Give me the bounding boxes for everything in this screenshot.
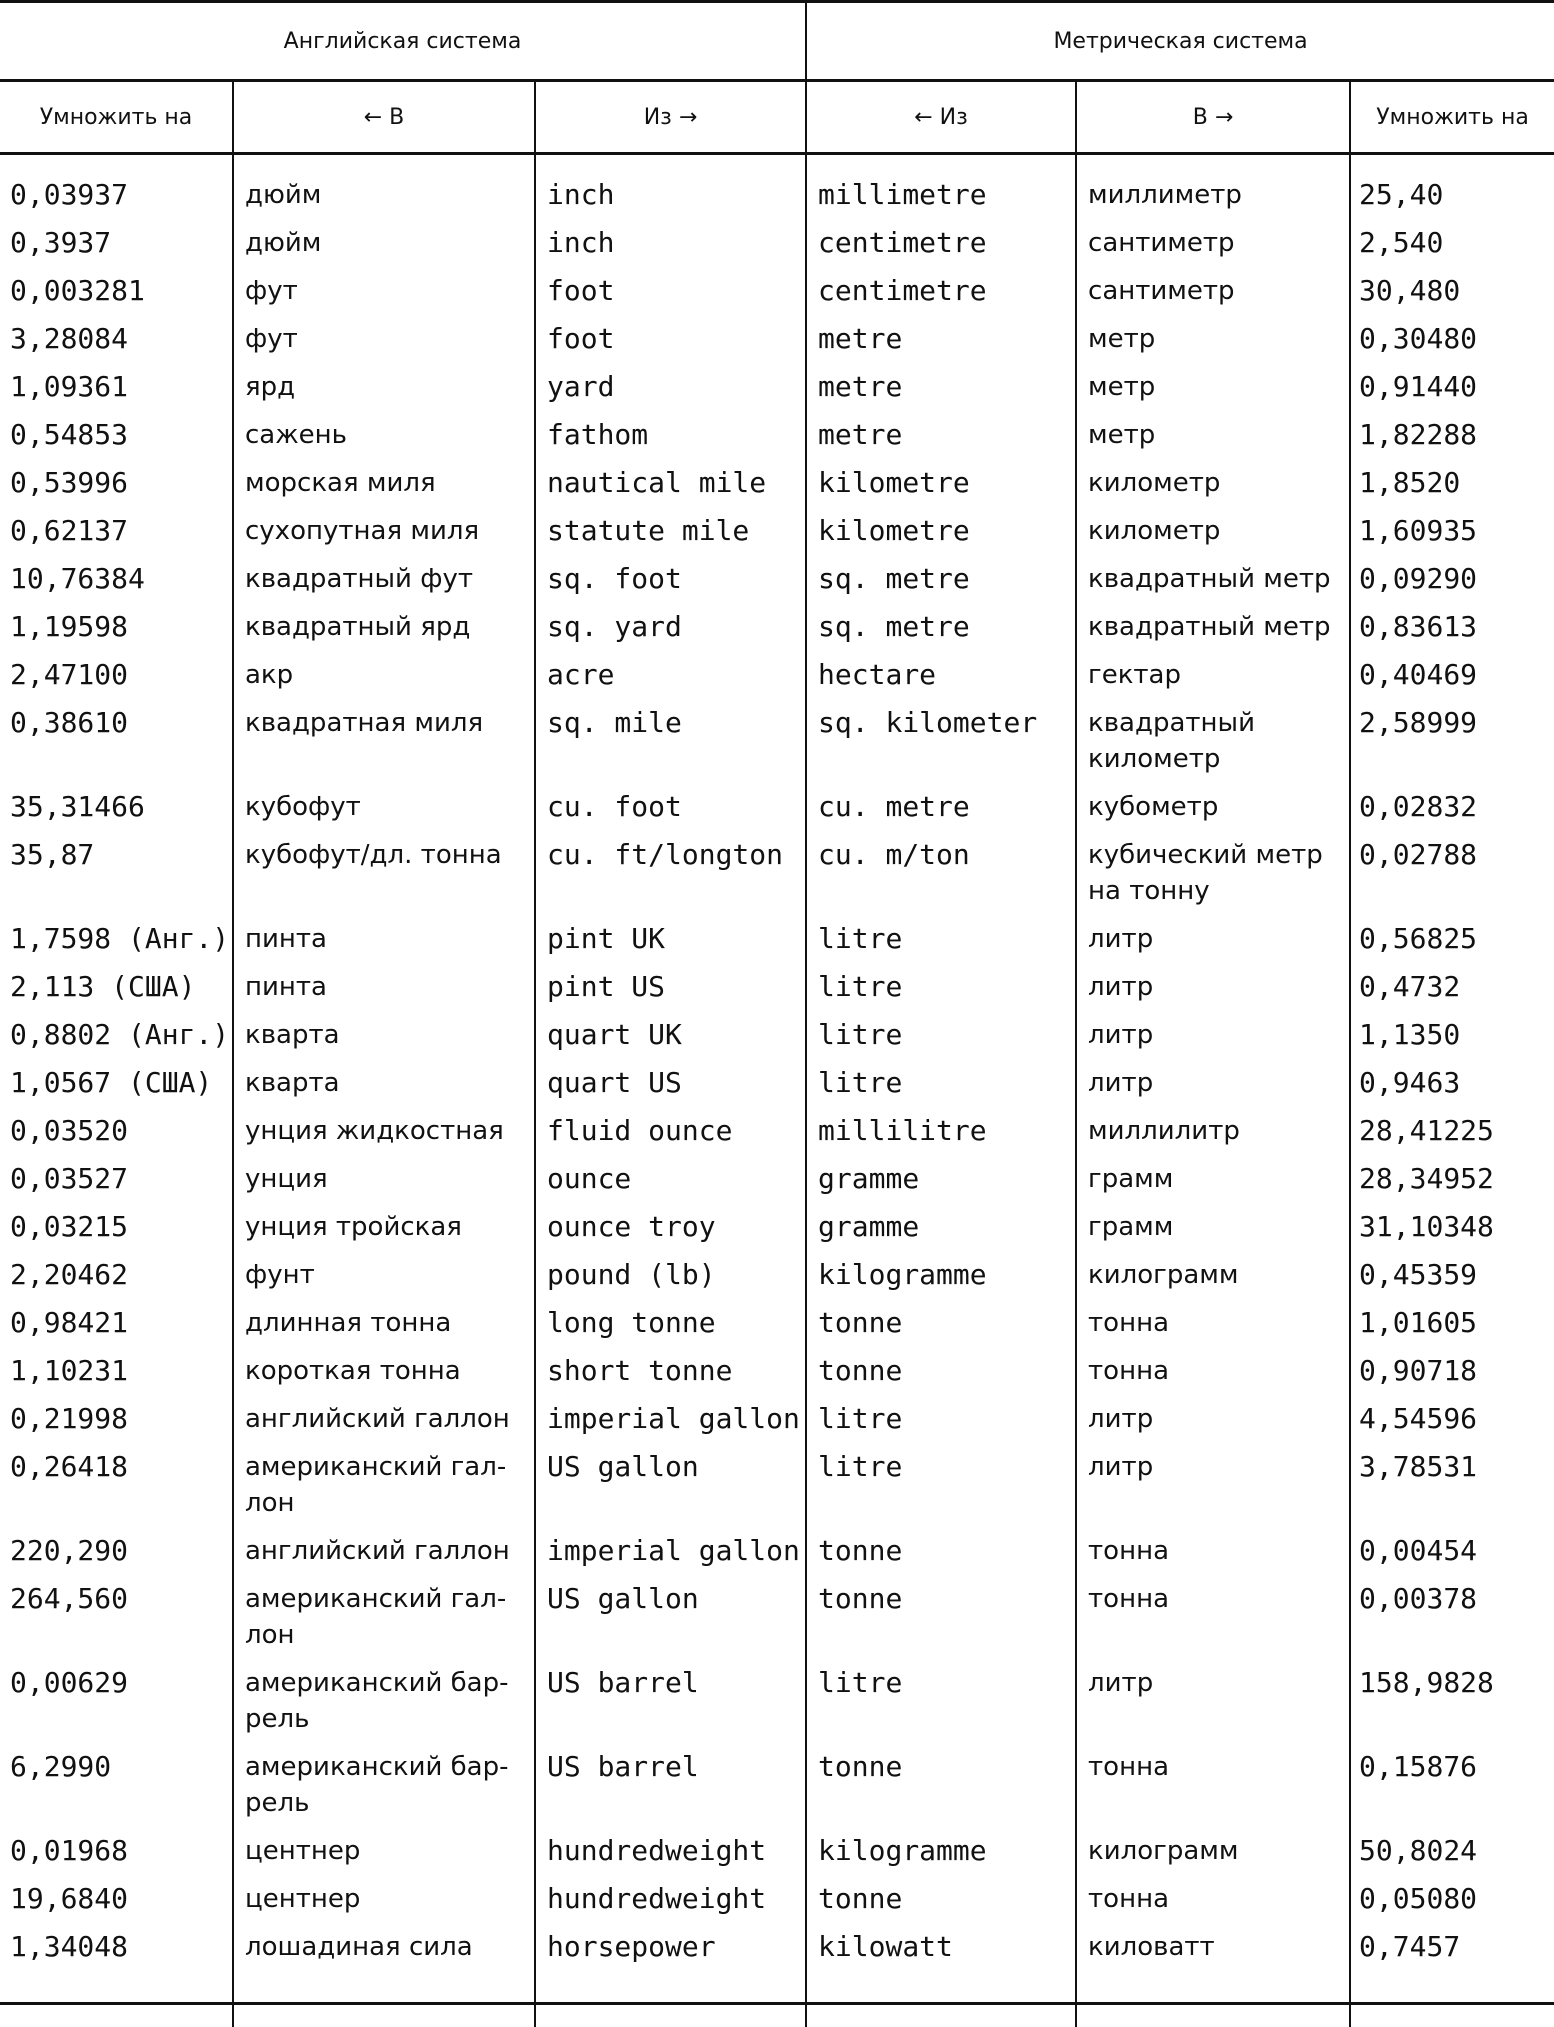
russian-english-unit-cell: американский бар-рель (233, 1744, 535, 1828)
metric-unit-cell: sq. kilometer (806, 700, 1076, 784)
multiplier-english-cell: 6,2990 (0, 1744, 233, 1828)
russian-english-unit-cell: американский гал-лон (233, 1576, 535, 1660)
multiplier-metric-cell: 28,34952 (1350, 1156, 1554, 1204)
metric-unit-cell: tonne (806, 1528, 1076, 1576)
multiplier-metric-cell: 28,41225 (1350, 1108, 1554, 1156)
english-unit-cell: imperial gallon (535, 1528, 806, 1576)
table-row (0, 1744, 1554, 1828)
multiply-by-right-header: Умножить на (1350, 81, 1554, 154)
multiplier-metric-cell: 0,00454 (1350, 1528, 1554, 1576)
russian-metric-unit-cell: литр (1076, 1060, 1350, 1108)
russian-metric-unit-cell: литр (1076, 1444, 1350, 1528)
russian-english-unit-cell: унция тройская (233, 1204, 535, 1252)
multiplier-metric-cell: 0,00378 (1350, 1576, 1554, 1660)
russian-english-unit-cell: кубофут/дл. тонна (233, 832, 535, 916)
table-row (0, 1252, 1554, 1300)
russian-metric-unit-cell: гектар (1076, 652, 1350, 700)
metric-unit-cell: hectare (806, 652, 1076, 700)
multiplier-metric-cell: 30,480 (1350, 268, 1554, 316)
metric-unit-cell: kilometre (806, 460, 1076, 508)
russian-english-unit-cell: квадратный ярд (233, 604, 535, 652)
russian-metric-unit-cell: квадратный метр (1076, 604, 1350, 652)
russian-metric-unit-cell: метр (1076, 412, 1350, 460)
metric-unit-cell: tonne (806, 1744, 1076, 1828)
metric-unit-cell: kilogramme (806, 1828, 1076, 1876)
table-row (0, 508, 1554, 556)
multiply-by-left-header: Умножить на (0, 81, 233, 154)
table-row (0, 1444, 1554, 1528)
metric-unit-cell: metre (806, 412, 1076, 460)
multiplier-metric-cell: 0,4732 (1350, 964, 1554, 1012)
table-row (0, 1156, 1554, 1204)
metric-unit-cell: metre (806, 364, 1076, 412)
russian-english-unit-cell: морская миля (233, 460, 535, 508)
multiplier-english-cell: 1,10231 (0, 1348, 233, 1396)
russian-metric-unit-cell: тонна (1076, 1528, 1350, 1576)
from-right-header: Из → (535, 81, 806, 154)
english-unit-cell: inch (535, 154, 806, 221)
table-row (0, 460, 1554, 508)
russian-metric-unit-cell: тонна (1076, 1576, 1350, 1660)
table-row (0, 1060, 1554, 1108)
russian-metric-unit-cell: литр (1076, 916, 1350, 964)
multiplier-metric-cell: 0,83613 (1350, 604, 1554, 652)
table-row (0, 1204, 1554, 1252)
metric-unit-cell: kilometre (806, 508, 1076, 556)
multiplier-metric-cell: 0,15876 (1350, 1744, 1554, 1828)
multiplier-english-cell: 1,34048 (0, 1924, 233, 2027)
table-row (0, 1576, 1554, 1660)
table-row (0, 412, 1554, 460)
russian-metric-unit-cell: тонна (1076, 1348, 1350, 1396)
multiplier-metric-cell: 1,01605 (1350, 1300, 1554, 1348)
metric-unit-cell: gramme (806, 1156, 1076, 1204)
russian-metric-unit-cell: километр (1076, 508, 1350, 556)
multiplier-english-cell: 0,00629 (0, 1660, 233, 1744)
table-row (0, 556, 1554, 604)
english-unit-cell: pint UK (535, 916, 806, 964)
multiplier-english-cell: 35,31466 (0, 784, 233, 832)
russian-metric-unit-cell: миллиметр (1076, 154, 1350, 221)
russian-english-unit-cell: квадратный фут (233, 556, 535, 604)
multiplier-metric-cell: 0,30480 (1350, 316, 1554, 364)
russian-english-unit-cell: американский бар-рель (233, 1660, 535, 1744)
english-unit-cell: sq. foot (535, 556, 806, 604)
multiplier-metric-cell: 0,56825 (1350, 916, 1554, 964)
russian-metric-unit-cell: тонна (1076, 1876, 1350, 1924)
multiplier-english-cell: 1,0567 (США) (0, 1060, 233, 1108)
russian-english-unit-cell: фут (233, 268, 535, 316)
multiplier-english-cell: 2,20462 (0, 1252, 233, 1300)
russian-english-unit-cell: ярд (233, 364, 535, 412)
multiplier-english-cell: 0,3937 (0, 220, 233, 268)
multiplier-metric-cell: 0,40469 (1350, 652, 1554, 700)
english-system-header: Английская система (0, 2, 806, 81)
bottom-rule (0, 2002, 1554, 2005)
russian-english-unit-cell: центнер (233, 1828, 535, 1876)
russian-english-unit-cell: фунт (233, 1252, 535, 1300)
multiplier-metric-cell: 2,58999 (1350, 700, 1554, 784)
russian-metric-unit-cell: тонна (1076, 1300, 1350, 1348)
multiplier-metric-cell: 0,02788 (1350, 832, 1554, 916)
multiplier-metric-cell: 4,54596 (1350, 1396, 1554, 1444)
metric-unit-cell: litre (806, 1396, 1076, 1444)
metric-unit-cell: litre (806, 1444, 1076, 1528)
header-row-systems (0, 2, 1554, 81)
russian-english-unit-cell: унция (233, 1156, 535, 1204)
russian-metric-unit-cell: грамм (1076, 1204, 1350, 1252)
english-unit-cell: pint US (535, 964, 806, 1012)
multiplier-metric-cell: 0,09290 (1350, 556, 1554, 604)
multiplier-metric-cell: 1,82288 (1350, 412, 1554, 460)
multiplier-metric-cell: 0,02832 (1350, 784, 1554, 832)
table-row (0, 832, 1554, 916)
english-unit-cell: US gallon (535, 1576, 806, 1660)
metric-unit-cell: cu. metre (806, 784, 1076, 832)
russian-metric-unit-cell: кубический метр на тонну (1076, 832, 1350, 916)
multiplier-english-cell: 10,76384 (0, 556, 233, 604)
multiplier-metric-cell: 0,7457 (1350, 1924, 1554, 2027)
multiplier-metric-cell: 158,9828 (1350, 1660, 1554, 1744)
metric-unit-cell: millilitre (806, 1108, 1076, 1156)
table-row (0, 1108, 1554, 1156)
russian-metric-unit-cell: литр (1076, 1660, 1350, 1744)
english-unit-cell: short tonne (535, 1348, 806, 1396)
table-row (0, 964, 1554, 1012)
metric-unit-cell: centimetre (806, 268, 1076, 316)
multiplier-english-cell: 0,98421 (0, 1300, 233, 1348)
table-row (0, 1300, 1554, 1348)
multiplier-english-cell: 35,87 (0, 832, 233, 916)
metric-unit-cell: litre (806, 1660, 1076, 1744)
english-unit-cell: pound (lb) (535, 1252, 806, 1300)
russian-english-unit-cell: дюйм (233, 154, 535, 221)
russian-metric-unit-cell: миллилитр (1076, 1108, 1350, 1156)
multiplier-english-cell: 0,53996 (0, 460, 233, 508)
metric-unit-cell: tonne (806, 1300, 1076, 1348)
multiplier-english-cell: 220,290 (0, 1528, 233, 1576)
table-row (0, 1876, 1554, 1924)
russian-english-unit-cell: короткая тонна (233, 1348, 535, 1396)
english-unit-cell: long tonne (535, 1300, 806, 1348)
multiplier-metric-cell: 3,78531 (1350, 1444, 1554, 1528)
metric-unit-cell: tonne (806, 1576, 1076, 1660)
multiplier-english-cell: 1,19598 (0, 604, 233, 652)
metric-system-header: Метрическая система (806, 2, 1554, 81)
english-unit-cell: quart UK (535, 1012, 806, 1060)
multiplier-metric-cell: 0,91440 (1350, 364, 1554, 412)
english-unit-cell: horsepower (535, 1924, 806, 2027)
metric-unit-cell: litre (806, 1012, 1076, 1060)
multiplier-english-cell: 0,8802 (Анг.) (0, 1012, 233, 1060)
table-row (0, 220, 1554, 268)
english-unit-cell: yard (535, 364, 806, 412)
english-unit-cell: foot (535, 268, 806, 316)
russian-english-unit-cell: кварта (233, 1060, 535, 1108)
russian-english-unit-cell: акр (233, 652, 535, 700)
multiplier-metric-cell: 0,05080 (1350, 1876, 1554, 1924)
english-unit-cell: hundredweight (535, 1828, 806, 1876)
metric-unit-cell: kilowatt (806, 1924, 1076, 2027)
table-body (0, 154, 1554, 2027)
table-row (0, 1012, 1554, 1060)
russian-english-unit-cell: длинная тонна (233, 1300, 535, 1348)
table-row (0, 268, 1554, 316)
metric-unit-cell: litre (806, 1060, 1076, 1108)
metric-unit-cell: centimetre (806, 220, 1076, 268)
russian-english-unit-cell: пинта (233, 916, 535, 964)
multiplier-english-cell: 0,38610 (0, 700, 233, 784)
multiplier-metric-cell: 2,540 (1350, 220, 1554, 268)
russian-english-unit-cell: центнер (233, 1876, 535, 1924)
metric-unit-cell: litre (806, 964, 1076, 1012)
table-row (0, 916, 1554, 964)
table-row (0, 1924, 1554, 2027)
multiplier-english-cell: 0,003281 (0, 268, 233, 316)
table-header (0, 2, 1554, 154)
russian-english-unit-cell: кварта (233, 1012, 535, 1060)
english-unit-cell: sq. yard (535, 604, 806, 652)
english-unit-cell: US barrel (535, 1744, 806, 1828)
multiplier-english-cell: 0,03520 (0, 1108, 233, 1156)
russian-metric-unit-cell: кубометр (1076, 784, 1350, 832)
russian-metric-unit-cell: тонна (1076, 1744, 1350, 1828)
english-unit-cell: foot (535, 316, 806, 364)
multiplier-metric-cell: 1,60935 (1350, 508, 1554, 556)
metric-unit-cell: litre (806, 916, 1076, 964)
russian-metric-unit-cell: килограмм (1076, 1828, 1350, 1876)
multiplier-english-cell: 0,21998 (0, 1396, 233, 1444)
multiplier-metric-cell: 1,8520 (1350, 460, 1554, 508)
multiplier-english-cell: 0,62137 (0, 508, 233, 556)
multiplier-english-cell: 0,03937 (0, 154, 233, 221)
metric-unit-cell: sq. metre (806, 556, 1076, 604)
from-left-header: ← Из (806, 81, 1076, 154)
russian-english-unit-cell: квадратная миля (233, 700, 535, 784)
russian-english-unit-cell: английский галлон (233, 1528, 535, 1576)
russian-english-unit-cell: сухопутная миля (233, 508, 535, 556)
table-row (0, 316, 1554, 364)
russian-english-unit-cell: кубофут (233, 784, 535, 832)
to-right-header: В → (1076, 81, 1350, 154)
multiplier-english-cell: 0,54853 (0, 412, 233, 460)
metric-unit-cell: millimetre (806, 154, 1076, 221)
russian-english-unit-cell: пинта (233, 964, 535, 1012)
multiplier-english-cell: 0,03527 (0, 1156, 233, 1204)
russian-english-unit-cell: американский гал-лон (233, 1444, 535, 1528)
english-unit-cell: inch (535, 220, 806, 268)
multiplier-english-cell: 0,26418 (0, 1444, 233, 1528)
english-unit-cell: ounce troy (535, 1204, 806, 1252)
english-unit-cell: acre (535, 652, 806, 700)
russian-metric-unit-cell: киловатт (1076, 1924, 1350, 2027)
english-unit-cell: ounce (535, 1156, 806, 1204)
russian-english-unit-cell: унция жидкостная (233, 1108, 535, 1156)
multiplier-metric-cell: 31,10348 (1350, 1204, 1554, 1252)
metric-unit-cell: tonne (806, 1876, 1076, 1924)
metric-unit-cell: tonne (806, 1348, 1076, 1396)
english-unit-cell: imperial gallon (535, 1396, 806, 1444)
multiplier-english-cell: 0,01968 (0, 1828, 233, 1876)
russian-metric-unit-cell: литр (1076, 1396, 1350, 1444)
table-row (0, 604, 1554, 652)
english-unit-cell: fathom (535, 412, 806, 460)
multiplier-english-cell: 2,113 (США) (0, 964, 233, 1012)
english-unit-cell: nautical mile (535, 460, 806, 508)
russian-metric-unit-cell: литр (1076, 1012, 1350, 1060)
table-row (0, 1348, 1554, 1396)
multiplier-english-cell: 264,560 (0, 1576, 233, 1660)
table-row (0, 784, 1554, 832)
russian-metric-unit-cell: квадратный метр (1076, 556, 1350, 604)
english-unit-cell: statute mile (535, 508, 806, 556)
table-row (0, 652, 1554, 700)
table-row (0, 1660, 1554, 1744)
russian-metric-unit-cell: метр (1076, 364, 1350, 412)
to-left-header: ← В (233, 81, 535, 154)
multiplier-metric-cell: 50,8024 (1350, 1828, 1554, 1876)
english-unit-cell: sq. mile (535, 700, 806, 784)
english-unit-cell: quart US (535, 1060, 806, 1108)
metric-unit-cell: gramme (806, 1204, 1076, 1252)
table-row (0, 1828, 1554, 1876)
table-row (0, 154, 1554, 221)
table-row (0, 364, 1554, 412)
russian-english-unit-cell: лошадиная сила (233, 1924, 535, 2027)
russian-english-unit-cell: сажень (233, 412, 535, 460)
metric-unit-cell: metre (806, 316, 1076, 364)
metric-unit-cell: kilogramme (806, 1252, 1076, 1300)
russian-english-unit-cell: фут (233, 316, 535, 364)
russian-metric-unit-cell: килограмм (1076, 1252, 1350, 1300)
russian-metric-unit-cell: квадратный километр (1076, 700, 1350, 784)
russian-english-unit-cell: дюйм (233, 220, 535, 268)
english-unit-cell: US barrel (535, 1660, 806, 1744)
russian-metric-unit-cell: километр (1076, 460, 1350, 508)
table-row (0, 1396, 1554, 1444)
multiplier-english-cell: 19,6840 (0, 1876, 233, 1924)
multiplier-metric-cell: 0,9463 (1350, 1060, 1554, 1108)
english-unit-cell: fluid ounce (535, 1108, 806, 1156)
russian-metric-unit-cell: метр (1076, 316, 1350, 364)
multiplier-english-cell: 1,7598 (Анг.) (0, 916, 233, 964)
russian-english-unit-cell: английский галлон (233, 1396, 535, 1444)
multiplier-english-cell: 3,28084 (0, 316, 233, 364)
multiplier-english-cell: 2,47100 (0, 652, 233, 700)
english-unit-cell: cu. ft/longton (535, 832, 806, 916)
table-row (0, 1528, 1554, 1576)
header-row-columns (0, 81, 1554, 154)
table-row (0, 700, 1554, 784)
russian-metric-unit-cell: сантиметр (1076, 220, 1350, 268)
russian-metric-unit-cell: литр (1076, 964, 1350, 1012)
multiplier-english-cell: 1,09361 (0, 364, 233, 412)
multiplier-metric-cell: 25,40 (1350, 154, 1554, 221)
multiplier-metric-cell: 0,45359 (1350, 1252, 1554, 1300)
russian-metric-unit-cell: грамм (1076, 1156, 1350, 1204)
multiplier-english-cell: 0,03215 (0, 1204, 233, 1252)
english-unit-cell: hundredweight (535, 1876, 806, 1924)
russian-metric-unit-cell: сантиметр (1076, 268, 1350, 316)
english-unit-cell: US gallon (535, 1444, 806, 1528)
metric-unit-cell: sq. metre (806, 604, 1076, 652)
multiplier-metric-cell: 1,1350 (1350, 1012, 1554, 1060)
english-unit-cell: cu. foot (535, 784, 806, 832)
metric-unit-cell: cu. m/ton (806, 832, 1076, 916)
multiplier-metric-cell: 0,90718 (1350, 1348, 1554, 1396)
